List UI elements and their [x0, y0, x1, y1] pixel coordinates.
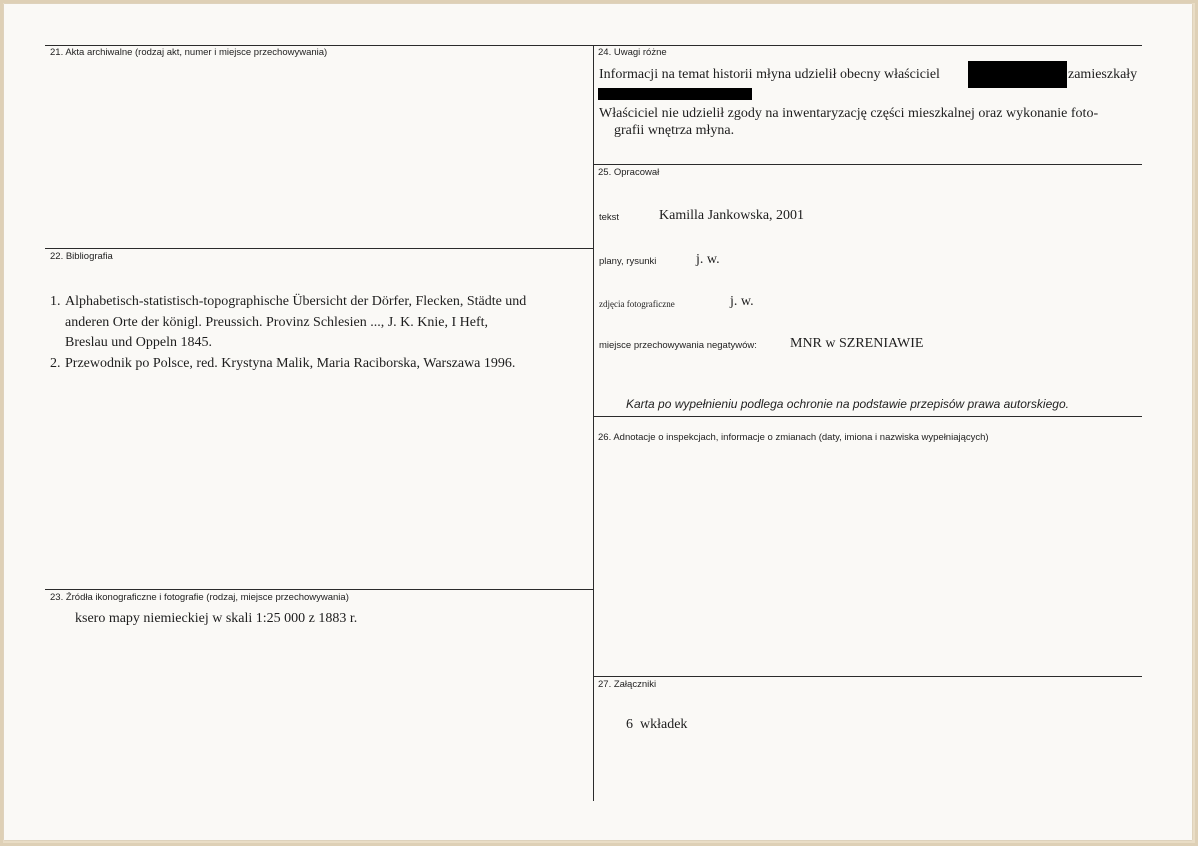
remarks-line-4: grafii wnętrza młyna.: [614, 123, 735, 138]
plans-value: j. w.: [696, 252, 720, 267]
negatives-label: miejsce przechowywania negatywów:: [599, 340, 757, 351]
item-line: Przewodnik po Polsce, red. Krystyna Malik, Maria Raciborska, Warszawa 1996.: [65, 355, 516, 371]
column-divider: [593, 45, 594, 801]
text-author-label: tekst: [599, 212, 620, 223]
remarks-line-3: Właściciel nie udzielił zgody na inwentaryzację części mieszkalnej oraz wykonanie foto-: [599, 106, 1099, 121]
rule-25: [593, 164, 1142, 165]
section-23-label: 23. Źródła ikonograficzne i fotografie (rodzaj, miejsce przechowywania): [50, 592, 349, 603]
photos-label: zdjęcia fotograficzne: [599, 299, 675, 309]
remarks-line-1: Informacji na temat historii młyna udzielił obecny właściciel: [599, 67, 940, 82]
text-author-value: Kamilla Jankowska, 2001: [659, 208, 805, 223]
item-line: anderen Orte der königl. Preussich. Provinz Schlesien ..., J. K. Knie, I Heft,: [65, 314, 489, 330]
iconography-text: ksero mapy niemieckiej w skali 1:25 000 z 1883 r.: [75, 611, 358, 626]
item-number: 2.: [50, 355, 61, 371]
attachments-text: 6 wkładek: [626, 717, 688, 732]
remarks-line-1-end: zamieszkały: [1068, 67, 1138, 82]
section-27-label: 27. Załączniki: [598, 679, 657, 690]
item-line: Breslau und Oppeln 1845.: [65, 335, 212, 350]
item-line: Alphabetisch-statistisch-topographische Übersicht der Dörfer, Flecken, Städte und: [65, 294, 527, 309]
section-25-label: 25. Opracował: [598, 167, 660, 178]
bibliography-list: [50, 292, 526, 374]
section-26-label: 26. Adnotacje o inspekcjach, informacje o zmianach (daty, imiona i nazwiska wypełniających): [598, 432, 989, 443]
copyright-note: Karta po wypełnieniu podlega ochronie na podstawie przepisów prawa autorskiego.: [626, 397, 1069, 411]
rule-26: [593, 416, 1142, 417]
rule-23: [45, 589, 594, 590]
rule-22: [45, 248, 594, 249]
bibliography-item: [50, 354, 526, 375]
photos-value: j. w.: [730, 294, 754, 309]
bibliography-item: [50, 292, 526, 354]
item-number: 1.: [50, 294, 61, 309]
rule-27: [593, 676, 1142, 677]
section-24-label: 24. Uwagi różne: [598, 47, 667, 58]
section-21-label: 21. Akta archiwalne (rodzaj akt, numer i miejsce przechowywania): [50, 47, 328, 58]
negatives-value: MNR w SZRENIAWIE: [790, 336, 924, 351]
plans-label: plany, rysunki: [599, 256, 657, 267]
section-22-label: 22. Bibliografia: [50, 251, 113, 262]
redaction-address: [598, 88, 752, 100]
redaction-owner-name: [968, 61, 1067, 88]
form-sheet: [4, 4, 1192, 840]
